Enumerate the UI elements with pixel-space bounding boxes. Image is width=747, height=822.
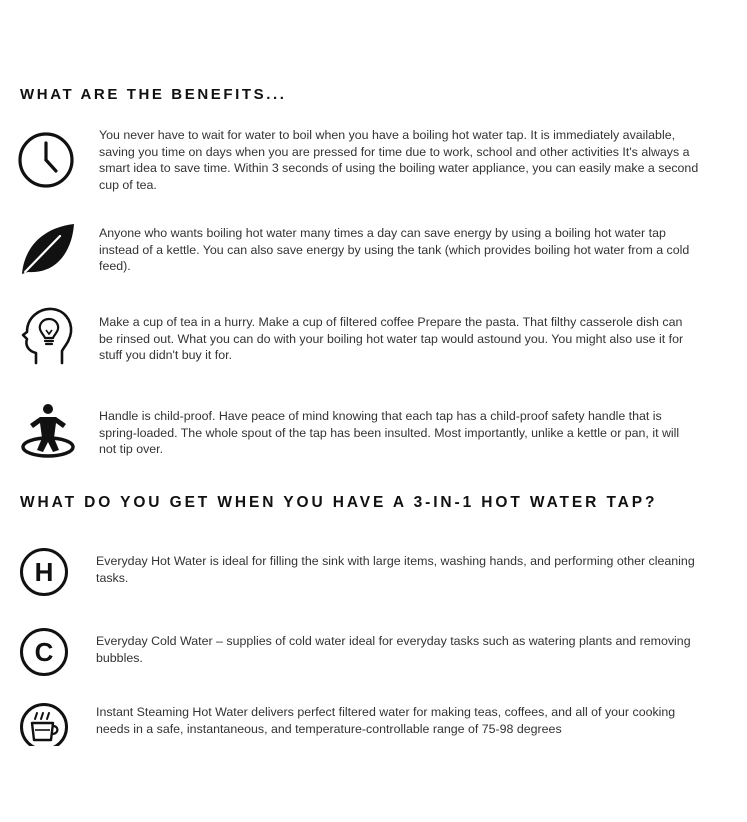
benefits-heading: WHAT ARE THE BENEFITS...: [20, 86, 287, 103]
benefit-text: Anyone who wants boiling hot water many times a day can save energy by using a boiling hot water tap instead of a kettle. You can also save energy by using the tank (which provides boiling hot water from a cold feed).: [99, 226, 690, 274]
tap-section-heading: WHAT DO YOU GET WHEN YOU HAVE A 3-IN-1 HOT WATER TAP?: [20, 494, 658, 511]
cold-water-letter: C: [34, 637, 54, 667]
clock-icon: [16, 130, 76, 190]
head-lightbulb-icon: [16, 305, 76, 365]
bottom-clip-area: [0, 746, 747, 822]
hot-water-letter: H: [34, 557, 54, 587]
tap-text: Everyday Cold Water – supplies of cold water ideal for everyday tasks such as watering plants and removing bubbles.: [96, 634, 691, 665]
benefit-text: You never have to wait for water to boil when you have a boiling hot water tap. It is immediately available, saving you time on days when you are pressed for time due to work, school and other activities It's always a smart idea to save time. Within 3 seconds of using the boiling water appliance, you can easily make a second cup of tea.: [99, 128, 699, 192]
hot-water-h-icon: [19, 547, 69, 597]
benefit-text: Handle is child-proof. Have peace of mind knowing that each tap has a child-proof safety handle that is spring-loaded. The whole spout of the tap has been insulted. Most importantly, unlike a kettle or pan, it will not tip over.: [99, 409, 680, 457]
cold-water-c-icon: [19, 627, 69, 677]
steaming-cup-icon: [19, 702, 69, 752]
child-safety-icon: [16, 402, 76, 462]
tap-text: Instant Steaming Hot Water delivers perfect filtered water for making teas, coffees, and all of your cooking needs in a safe, instantaneous, and temperature-controllable range of 75-98 degrees: [96, 705, 676, 736]
leaf-icon: [16, 220, 76, 280]
tap-text: Everyday Hot Water is ideal for filling the sink with large items, washing hands, and performing other cleaning tasks.: [96, 554, 695, 585]
benefit-text: Make a cup of tea in a hurry. Make a cup of filtered coffee Prepare the pasta. That filthy casserole dish can be rinsed out. What you can do with your boiling hot water tap would astound you. You might also use it for stuff you didn't buy it for.: [99, 315, 684, 363]
